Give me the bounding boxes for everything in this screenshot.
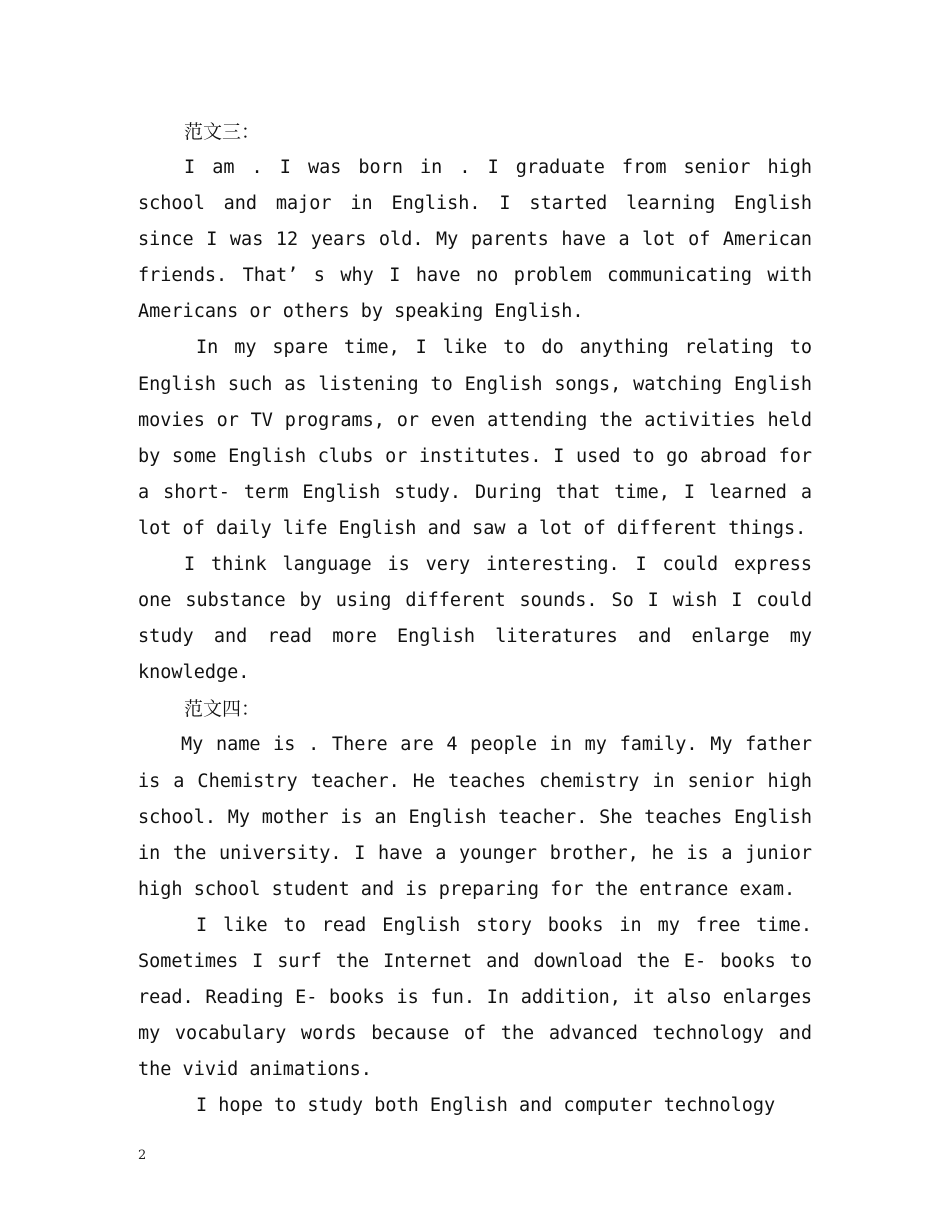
section-heading-3: 范文三： [184,121,261,143]
paragraph: I like to read English story books in my free time. Sometimes I surf the Internet and download the E- books to read. Reading E- books is fun. In addition, it also enlarges my vocabulary words because of the advanced technology and the vivid animations. [138,914,812,1081]
paragraph: I hope to study both English and computer technology [196,1095,776,1117]
paragraph: I am . I was born in . I graduate from senior high school and major in English. I started learning English since I was 12 years old. My parents have a lot of American friends. That’ s why I have no problem communicating with Americans or others by speaking English. [138,157,812,323]
page-number: 2 [138,1148,147,1163]
section-heading-4: 范文四： [184,698,261,721]
paragraph: My name is . There are 4 people in my family. My father is a Chemistry teacher. He teaches chemistry in senior high school. My mother is an English teacher. She teaches English in the university. I have a younger brother, he is a junior high school student and is preparing for the entrance exam. [138,734,812,900]
paragraph: I think language is very interesting. I could express one substance by using different sounds. So I wish I could study and read more English literatures and enlarge my knowledge. [138,554,812,684]
document-body [138,114,812,1124]
paragraph: In my spare time, I like to do anything relating to English such as listening to English songs, watching English movies or TV programs, or even attending the activities held by some English clubs or institutes. I used to go abroad for a short- term English study. During that time, I learned a lot of daily life English and saw a lot of different things. [138,337,812,539]
